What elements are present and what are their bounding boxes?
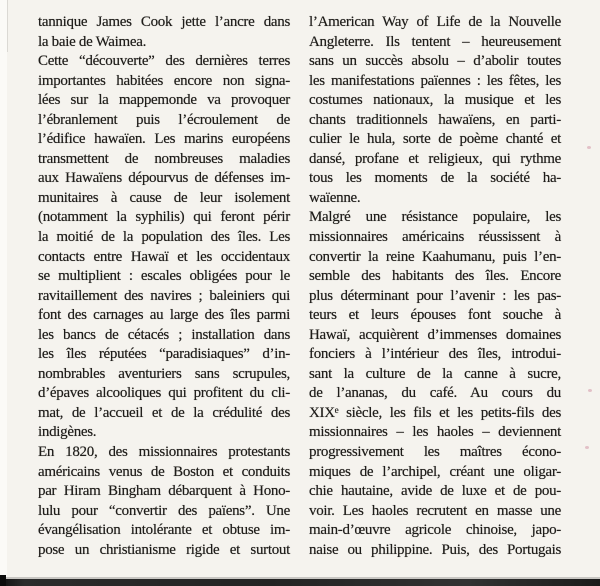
- text-line: munitaires à cause de leur isolement: [38, 189, 290, 206]
- text-line: sant la culture de la canne à sucre,: [309, 365, 561, 382]
- text-line: lées sur la mappemonde va provoquer: [38, 92, 290, 109]
- scan-artifact: [588, 389, 592, 392]
- text-line: américains venus de Boston et conduits: [38, 463, 290, 480]
- text-line: se multiplient : escales obligées pour le: [38, 268, 290, 285]
- text-line: l’édifice hawaïen. Les marins européens: [38, 131, 290, 148]
- text-line: mat, de l’accueil et de la crédulité des: [38, 404, 290, 421]
- scan-artifact: [585, 446, 589, 449]
- text-line: la baie de Waimea.: [38, 33, 147, 50]
- text-line: par Hiram Bingham débarquent à Hono-: [38, 483, 290, 500]
- text-line: XIXᵉ siècle, les fils et les petits-fils des: [309, 404, 561, 421]
- text-line: importantes habitées encore non signa-: [38, 72, 290, 89]
- scan-edge-left: [0, 0, 7, 586]
- scan-edge-bottom-notch: [0, 575, 6, 586]
- text-line: Angleterre. Ils tentent – heureusement: [309, 33, 561, 50]
- text-line: font des carnages au large des îles parmi: [38, 307, 290, 324]
- text-line: semble des habitants des îles. Encore: [309, 268, 561, 285]
- text-line: Cette “découverte” des dernières terres: [38, 53, 290, 70]
- text-line: costumes nationaux, la musique et les: [309, 92, 561, 109]
- text-line: contacts entre Hawaï et les occidentaux: [38, 248, 290, 265]
- text-line: dansé, profane et religieux, qui rythme: [309, 150, 561, 167]
- text-line: miques de l’archipel, créant une oligar-: [309, 463, 561, 480]
- text-line: chants traditionnels hawaïens, en parti-: [309, 111, 561, 128]
- text-line: l’American Way of Life de la Nouvelle: [309, 14, 561, 30]
- text-line: tannique James Cook jette l’ancre dans: [38, 14, 290, 30]
- text-line: main-d’œuvre agricole chinoise, japo-: [309, 522, 561, 539]
- text-line: missionnaires américains réussissent à: [309, 229, 561, 246]
- text-line: l’ébranlement puis l’écroulement de: [38, 111, 290, 128]
- text-line: tous les moments de la société ha-: [309, 170, 561, 187]
- text-column-right: [309, 13, 561, 560]
- text-line: la moitié de la population des îles. Les: [38, 229, 290, 246]
- text-line: convertir la reine Kaahumanu, puis l’en-: [309, 248, 561, 265]
- text-line: sans un succès absolu – d’abolir toutes: [309, 53, 561, 70]
- text-line: ravitaillement des navires ; baleiniers qui: [38, 287, 290, 304]
- scan-artifact: [587, 146, 591, 149]
- text-column-left: [38, 13, 290, 560]
- text-line: transmettent de nombreuses maladies: [38, 150, 290, 167]
- text-line: teurs et leurs épouses font souche à: [309, 307, 561, 324]
- text-line: les bancs de cétacés ; installation dans: [38, 326, 290, 343]
- text-line: waïenne.: [309, 189, 361, 206]
- scan-edge-bottom: [0, 579, 600, 586]
- text-line: culier le hula, sorte de poème chanté et: [309, 131, 561, 148]
- text-line: Hawaï, acquièrent d’immenses domaines: [309, 326, 561, 343]
- text-line: pose un christianisme rigide et surtout: [38, 541, 290, 558]
- text-line: évangélisation intolérante et obtuse im-: [38, 522, 290, 539]
- text-line: aux Hawaïens dépourvus de défenses im-: [38, 170, 290, 187]
- text-line: indigènes.: [38, 424, 97, 441]
- scan-edge-left-line: [7, 0, 8, 52]
- text-line: plus déterminant pour l’avenir : les pas-: [309, 287, 561, 304]
- text-line: naise ou philippine. Puis, des Portugais: [309, 541, 561, 558]
- text-line: voir. Les haoles recrutent en masse une: [309, 502, 561, 519]
- text-line: lulu pour “convertir des païens”. Une: [38, 502, 290, 519]
- text-line: les îles réputées “paradisiaques” d’in-: [38, 346, 290, 363]
- text-line: de l’ananas, du café. Au cours du: [309, 385, 561, 402]
- text-line: les manifestations païennes : les fêtes, les: [309, 72, 561, 89]
- text-line: En 1820, des missionnaires protestants: [38, 444, 290, 461]
- text-line: nombrables aventuriers sans scrupules,: [38, 365, 290, 382]
- text-line: progressivement les maîtres écono-: [309, 444, 561, 461]
- text-line: Malgré une résistance populaire, les: [309, 209, 561, 226]
- text-line: fonciers à l’intérieur des îles, introdui-: [309, 346, 561, 363]
- text-line: (notamment la syphilis) qui feront périr: [38, 209, 290, 226]
- text-line: missionnaires – les haoles – deviennent: [309, 424, 561, 441]
- text-line: d’épaves alcooliques qui profitent du cli-: [38, 385, 290, 402]
- text-line: chie hautaine, avide de luxe et de pou-: [309, 483, 561, 500]
